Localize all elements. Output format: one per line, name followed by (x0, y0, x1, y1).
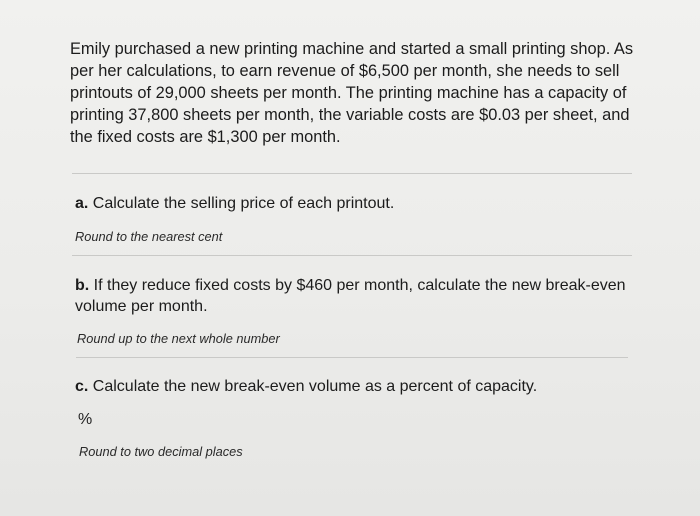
answer-b-underline (76, 357, 628, 358)
answer-c-input[interactable] (96, 410, 396, 426)
section-divider (72, 173, 632, 174)
question-a (75, 193, 635, 214)
question-a-text: Calculate the selling price of each printout. (92, 195, 395, 212)
question-c (75, 376, 635, 397)
question-b-letter: b. (75, 277, 90, 294)
question-b-hint: Round up to the next whole number (77, 331, 280, 346)
question-c-text: Calculate the new break-even volume as a percent of capacity. (92, 378, 538, 395)
question-a-letter: a. (75, 195, 89, 212)
percent-unit: % (78, 411, 93, 428)
question-b (75, 275, 635, 317)
answer-a-underline (72, 255, 632, 256)
question-c-letter: c. (75, 378, 89, 395)
problem-statement: Emily purchased a new printing machine and started a small printing shop. As per her calculations, to earn revenue of $6,500 per month, she needs to sell printouts of 29,000 sheets per month. The printing machine has a capacity of printing 37,800 sheets per month, the variable costs are $0.03 per sheet, and the fixed costs are $1,300 per month. (70, 40, 634, 146)
question-b-text: If they reduce fixed costs by $460 per month, calculate the new break-even volume per month. (75, 277, 626, 315)
question-c-hint: Round to two decimal places (79, 444, 243, 459)
question-a-hint: Round to the nearest cent (75, 229, 223, 244)
